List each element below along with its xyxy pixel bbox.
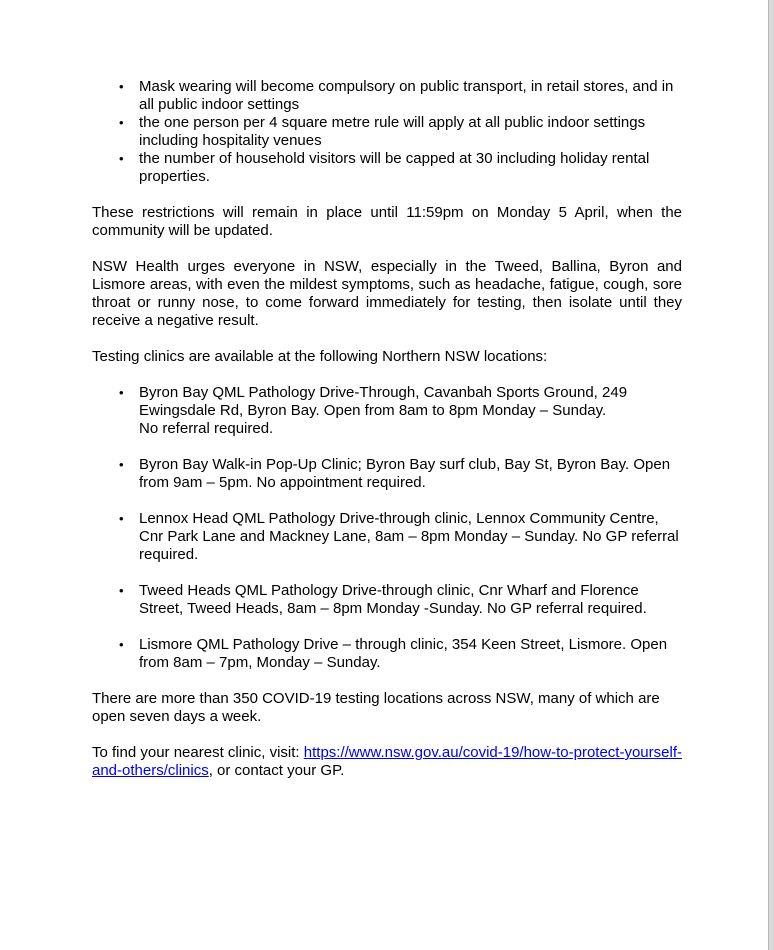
clinic-text: Lismore QML Pathology Drive – through clinic, 354 Keen Street, Lismore. Open from 8am – 7pm, Monday – Sunday. bbox=[139, 636, 668, 671]
clinics-intro-paragraph: Testing clinics are available at the following Northern NSW locations: bbox=[92, 348, 548, 365]
restrictions-until-paragraph: These restrictions will remain in place until 11:59pm on Monday 5 April, when the community will be updated. bbox=[92, 204, 682, 239]
spacer bbox=[92, 366, 682, 384]
restriction-text: the one person per 4 square metre rule will apply at all public indoor settings including hospitality venues bbox=[139, 114, 646, 149]
list-item bbox=[92, 78, 682, 114]
clinics-link[interactable]: https://www.nsw.gov.au/covid-19/how-to-protect-yourself-and-others/clinics bbox=[92, 744, 682, 779]
list-item bbox=[92, 456, 682, 492]
clinic-text: Byron Bay QML Pathology Drive-Through, Cavanbah Sports Ground, 249 Ewingsdale Rd, Byron Bay. Open from 8am to 8pm Monday – Sunday. bbox=[139, 384, 628, 419]
clinic-note: No referral required. bbox=[139, 420, 274, 437]
restriction-text: Mask wearing will become compulsory on public transport, in retail stores, and in all public indoor settings bbox=[139, 78, 674, 113]
bullet-icon: • bbox=[119, 385, 124, 400]
bullet-icon: • bbox=[119, 79, 124, 94]
list-item bbox=[92, 510, 682, 564]
find-clinic-prefix: To find your nearest clinic, visit: bbox=[92, 744, 304, 761]
bullet-icon: • bbox=[119, 583, 124, 598]
list-item bbox=[92, 150, 682, 186]
document-body bbox=[92, 78, 682, 780]
bullet-icon: • bbox=[119, 511, 124, 526]
clinic-text: Lennox Head QML Pathology Drive-through clinic, Lennox Community Centre, Cnr Park Lane and Mackney Lane, 8am – 8pm Monday – Sunday. No GP referral required. bbox=[139, 510, 679, 563]
list-item bbox=[92, 582, 682, 618]
list-item bbox=[92, 384, 682, 438]
bullet-icon: • bbox=[119, 115, 124, 130]
list-item bbox=[92, 114, 682, 150]
health-urges-paragraph: NSW Health urges everyone in NSW, especially in the Tweed, Ballina, Byron and Lismore areas, with even the mildest symptoms, such as headache, fatigue, cough, sore throat or runny nose, to come forward immediately for testing, then isolate until they receive a negative result. bbox=[92, 258, 682, 329]
restriction-text: the number of household visitors will be capped at 30 including holiday rental properties. bbox=[139, 150, 650, 185]
bullet-icon: • bbox=[119, 637, 124, 652]
more-locations-paragraph: There are more than 350 COVID-19 testing locations across NSW, many of which are open seven days a week. bbox=[92, 690, 660, 725]
clinic-text: Byron Bay Walk-in Pop-Up Clinic; Byron Bay surf club, Bay St, Byron Bay. Open from 9am – 5pm. No appointment required. bbox=[139, 456, 671, 491]
clinics-list bbox=[92, 384, 682, 672]
bullet-icon: • bbox=[119, 457, 124, 472]
list-item bbox=[92, 636, 682, 672]
bullet-icon: • bbox=[119, 151, 124, 166]
page-edge bbox=[768, 0, 774, 950]
restrictions-list bbox=[92, 78, 682, 186]
clinic-text: Tweed Heads QML Pathology Drive-through clinic, Cnr Wharf and Florence Street, Tweed Heads, 8am – 8pm Monday -Sunday. No GP referral required. bbox=[139, 582, 647, 617]
find-clinic-paragraph bbox=[92, 744, 682, 780]
find-clinic-suffix: , or contact your GP. bbox=[208, 762, 345, 779]
